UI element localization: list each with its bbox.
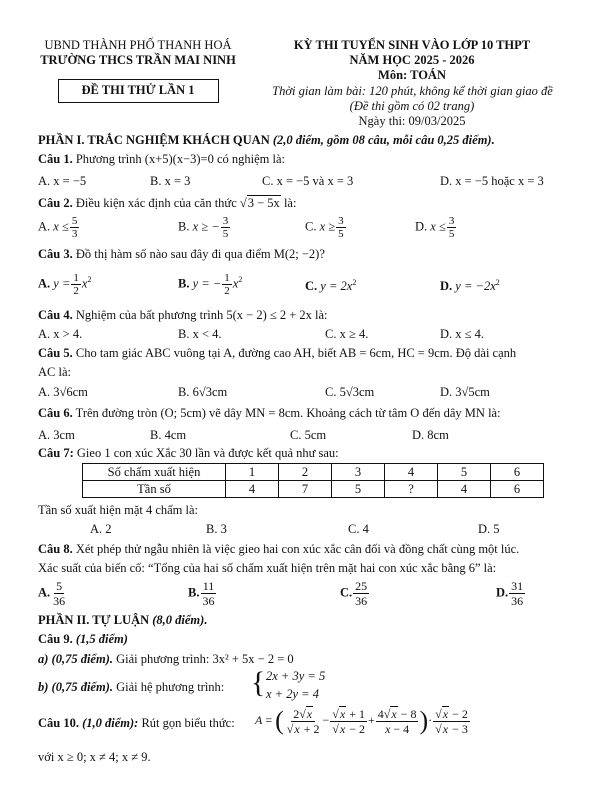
table-header-cell: Tần số — [83, 481, 226, 498]
table-cell: 6 — [491, 481, 544, 498]
q10-condition: với x ≥ 0; x ≠ 4; x ≠ 9. — [38, 750, 151, 764]
q3-option-a: A. y = $\frac{1}{2}$ $x^2$ — [38, 272, 92, 297]
q3-text: Câu 3. Đồ thị hàm số nào sau đây đi qua điểm M(2; −2)? — [38, 247, 325, 261]
q1-option-b: B. x = 3 — [150, 174, 191, 188]
table-row — [83, 464, 544, 481]
exam-label: ĐỀ THI THỬ LẦN 1 — [81, 83, 195, 97]
q7-text: Câu 7: Gieo 1 con xúc Xắc 30 lần và được kết quả như sau: — [38, 446, 339, 460]
q3-option-c: C. $y = 2x^2$ — [305, 278, 357, 294]
header-date: Ngày thi: 09/03/2025 — [358, 114, 466, 128]
q2-option-a: A. x ≤ $\frac{5}{3}$ — [38, 215, 78, 240]
header-right-line2: NĂM HỌC 2025 - 2026 — [349, 53, 475, 67]
q4-text: Câu 4. Nghiệm của bất phương trình 5(x − 2) ≤ 2 + 2x là: — [38, 308, 328, 322]
table-cell: 1 — [226, 464, 279, 481]
q5-text: Câu 5. Cho tam giác ABC vuông tại A, đường cao AH, biết AB = 6cm, HC = 9cm. Độ dài cạnh — [38, 346, 517, 360]
q1-option-c: C. x = −5 và x = 3 — [262, 174, 354, 188]
q4-option-b: B. x < 4. — [178, 327, 222, 341]
q2-option-b: B. x ≥ − $\frac{3}{5}$ — [178, 215, 229, 240]
q9-part-b: b) (0,75 điểm). Giải hệ phương trình: — [38, 680, 225, 694]
header-pages: (Đề thi gồm có 02 trang) — [349, 99, 475, 113]
frequency-table — [82, 463, 544, 498]
q9-title: Câu 9. (1,5 điểm) — [38, 632, 128, 646]
table-header-cell: Số chấm xuất hiện — [83, 464, 226, 481]
table-cell: ? — [385, 481, 438, 498]
table-row — [83, 481, 544, 498]
table-cell: 3 — [332, 464, 385, 481]
q5-option-a: A. 3√6cm — [38, 385, 88, 399]
q10-expression: A = ( $\frac{2√x}{√x + 2}$ − $\frac{√x + 1}{√x - 2}$ + $\frac{4√x - 8}{x - 4}$ )· $\frac{√x - 2}{√x - 3}$ — [255, 706, 468, 736]
q8-text: Câu 8. Xét phép thử ngẫu nhiên là việc gieo hai con xúc xắc cân đối và đồng chất cùng một lúc. — [38, 542, 520, 556]
q7-option-b: B. 3 — [206, 522, 227, 536]
q6-option-b: B. 4cm — [150, 428, 187, 442]
q6-option-d: D. 8cm — [412, 428, 449, 442]
q1-option-a: A. x = −5 — [38, 174, 87, 188]
q4-option-d: D. x ≤ 4. — [440, 327, 485, 341]
q8-option-d: D. $\frac{31}{36}$ — [496, 579, 524, 608]
system-brace-icon: { — [251, 666, 266, 699]
table-cell: 5 — [438, 464, 491, 481]
q5-option-c: C. 5√3cm — [325, 385, 375, 399]
q7-after: Tần số xuất hiện mặt 4 chấm là: — [38, 503, 199, 517]
q7-option-c: C. 4 — [348, 522, 369, 536]
q9-eq1: 2x + 3y = 5 — [266, 669, 326, 683]
q9-part-a: a) (0,75 điểm). Giải phương trình: 3x² + 5x − 2 = 0 — [38, 652, 294, 666]
part2-title: PHẦN II. TỰ LUẬN (8,0 điểm). — [38, 613, 208, 627]
table-cell: 2 — [279, 464, 332, 481]
q3-option-b: B. y = − $\frac{1}{2}$ $x^2$ — [178, 272, 243, 297]
table-cell: 4 — [226, 481, 279, 498]
q5-text2: AC là: — [38, 365, 71, 379]
table-cell: 6 — [491, 464, 544, 481]
q8-option-a: A. $\frac{5}{36}$ — [38, 579, 66, 608]
q4-option-a: A. x > 4. — [38, 327, 83, 341]
q5-option-b: B. 6√3cm — [178, 385, 228, 399]
q4-option-c: C. x ≥ 4. — [325, 327, 369, 341]
header-left-line2: TRƯỜNG THCS TRẦN MAI NINH — [40, 53, 236, 67]
q8-option-c: C. $\frac{25}{36}$ — [340, 579, 368, 608]
header-right-line1: KỲ THI TUYỂN SINH VÀO LỚP 10 THPT — [293, 38, 531, 52]
q1-option-d: D. x = −5 hoặc x = 3 — [440, 174, 544, 188]
q2-text: Câu 2. Điều kiện xác định của căn thức √3 − 5x là: — [38, 196, 297, 210]
q7-option-a: A. 2 — [90, 522, 112, 536]
q6-text: Câu 6. Trên đường tròn (O; 5cm) vẽ dây MN = 8cm. Khoảng cách từ tâm O đến dây MN là: — [38, 406, 501, 420]
q5-option-d: D. 3√5cm — [440, 385, 490, 399]
header-subject: Môn: TOÁN — [378, 68, 446, 82]
q2-option-d: D. x ≤ $\frac{3}{5}$ — [415, 215, 455, 240]
table-cell: 7 — [279, 481, 332, 498]
table-cell: 4 — [438, 481, 491, 498]
q1-text: Câu 1. Phương trình (x+5)(x−3)=0 có nghiệm là: — [38, 152, 286, 166]
q9-eq2: x + 2y = 4 — [266, 687, 319, 701]
header-time: Thời gian làm bài: 120 phút, không kể thời gian giao đề — [272, 84, 553, 98]
table-cell: 5 — [332, 481, 385, 498]
header-left-line1: UBND THÀNH PHỐ THANH HOÁ — [44, 38, 232, 52]
q10-title: Câu 10. (1,0 điểm): Rút gọn biểu thức: — [38, 716, 235, 730]
q6-option-c: C. 5cm — [290, 428, 327, 442]
q8-option-b: B. $\frac{11}{36}$ — [188, 579, 215, 608]
table-cell: 4 — [385, 464, 438, 481]
q7-option-d: D. 5 — [478, 522, 500, 536]
q2-option-c: C. x ≥ $\frac{3}{5}$ — [305, 215, 344, 240]
part1-title: PHẦN I. TRẮC NGHIỆM KHÁCH QUAN (2,0 điểm, gồm 08 câu, mỗi câu 0,25 điểm). — [38, 133, 495, 147]
q3-option-d: D. $y = -2x^2$ — [440, 278, 500, 294]
q6-option-a: A. 3cm — [38, 428, 75, 442]
q8-text2: Xác suất của biến cố: “Tổng của hai số chấm xuất hiện trên mặt hai con xúc xắc bằng 6” là: — [38, 561, 497, 575]
